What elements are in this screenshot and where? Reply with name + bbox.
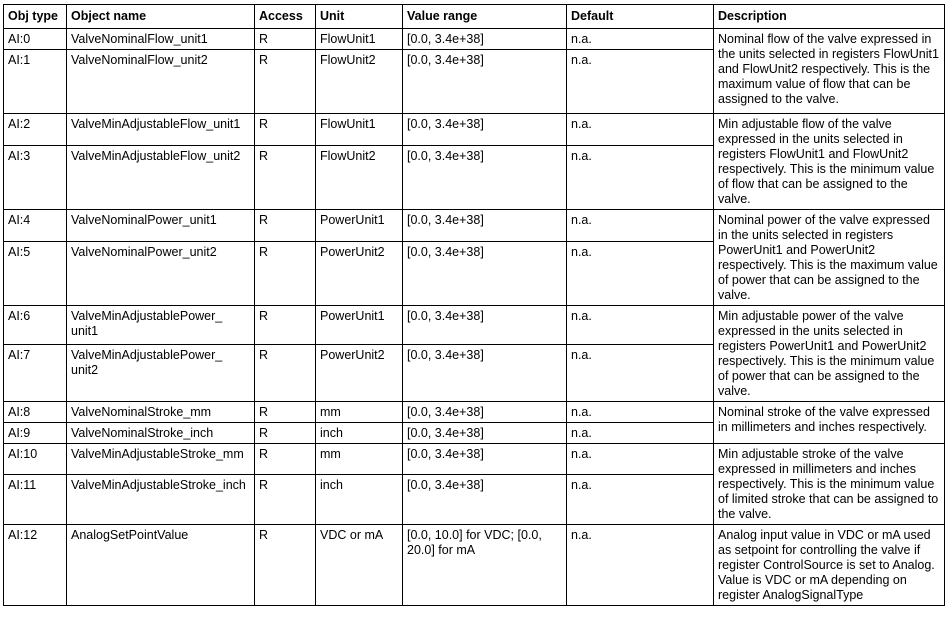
value-range-cell: [0.0, 10.0] for VDC; [0.0, 20.0] for mA xyxy=(403,525,567,606)
value-range-cell: [0.0, 3.4e+38] xyxy=(403,345,567,402)
unit-cell: mm xyxy=(316,402,403,423)
obj-type-cell: AI:6 xyxy=(4,306,67,345)
table-row xyxy=(4,444,945,475)
access-cell: R xyxy=(255,210,316,242)
default-cell: n.a. xyxy=(567,210,714,242)
value-range-cell: [0.0, 3.4e+38] xyxy=(403,402,567,423)
table-row xyxy=(4,210,945,242)
access-cell: R xyxy=(255,423,316,444)
table-row xyxy=(4,402,945,423)
header-description: Description xyxy=(714,5,945,29)
object-name-cell: ValveNominalStroke_inch xyxy=(67,423,255,444)
table-row xyxy=(4,525,945,606)
value-range-cell: [0.0, 3.4e+38] xyxy=(403,29,567,50)
access-cell: R xyxy=(255,306,316,345)
table-header-row xyxy=(4,5,945,29)
object-name-cell: ValveNominalPower_unit1 xyxy=(67,210,255,242)
value-range-cell: [0.0, 3.4e+38] xyxy=(403,306,567,345)
access-cell: R xyxy=(255,114,316,146)
access-cell: R xyxy=(255,146,316,210)
value-range-cell: [0.0, 3.4e+38] xyxy=(403,242,567,306)
header-default: Default xyxy=(567,5,714,29)
access-cell: R xyxy=(255,29,316,50)
obj-type-cell: AI:5 xyxy=(4,242,67,306)
object-name-cell: ValveNominalStroke_mm xyxy=(67,402,255,423)
object-name-cell: AnalogSetPointValue xyxy=(67,525,255,606)
object-name-cell: ValveMinAdjustablePower_ unit2 xyxy=(67,345,255,402)
table-row xyxy=(4,29,945,50)
unit-cell: inch xyxy=(316,423,403,444)
description-cell: Analog input value in VDC or mA used as setpoint for controlling the valve if register ControlSource is set to Analog. Value is VDC or mA depending on register AnalogSignalType xyxy=(714,525,945,606)
description-cell: Min adjustable flow of the valve expressed in the units selected in registers FlowUnit1 and FlowUnit2 respectively. This is the minimum value of flow that can be assigned to the valve. xyxy=(714,114,945,210)
default-cell: n.a. xyxy=(567,345,714,402)
default-cell: n.a. xyxy=(567,114,714,146)
access-cell: R xyxy=(255,242,316,306)
object-name-cell: ValveNominalPower_unit2 xyxy=(67,242,255,306)
unit-cell: mm xyxy=(316,444,403,475)
description-cell: Min adjustable power of the valve expressed in the units selected in registers PowerUnit1 and PowerUnit2 respectively. This is the minimum value of power that can be assigned to the valve. xyxy=(714,306,945,402)
object-name-cell: ValveMinAdjustableStroke_mm xyxy=(67,444,255,475)
unit-cell: PowerUnit2 xyxy=(316,345,403,402)
object-name-cell: ValveNominalFlow_unit1 xyxy=(67,29,255,50)
access-cell: R xyxy=(255,402,316,423)
default-cell: n.a. xyxy=(567,306,714,345)
object-name-cell: ValveMinAdjustableFlow_unit1 xyxy=(67,114,255,146)
unit-cell: PowerUnit1 xyxy=(316,306,403,345)
value-range-cell: [0.0, 3.4e+38] xyxy=(403,444,567,475)
default-cell: n.a. xyxy=(567,242,714,306)
value-range-cell: [0.0, 3.4e+38] xyxy=(403,50,567,114)
default-cell: n.a. xyxy=(567,402,714,423)
unit-cell: FlowUnit2 xyxy=(316,146,403,210)
unit-cell: VDC or mA xyxy=(316,525,403,606)
default-cell: n.a. xyxy=(567,525,714,606)
obj-type-cell: AI:0 xyxy=(4,29,67,50)
header-value-range: Value range xyxy=(403,5,567,29)
description-cell: Nominal flow of the valve expressed in the units selected in registers FlowUnit1 and FlowUnit2 respectively. This is the maximum value of flow that can be assigned to the valve. xyxy=(714,29,945,114)
object-name-cell: ValveMinAdjustableFlow_unit2 xyxy=(67,146,255,210)
default-cell: n.a. xyxy=(567,475,714,525)
unit-cell: PowerUnit1 xyxy=(316,210,403,242)
value-range-cell: [0.0, 3.4e+38] xyxy=(403,475,567,525)
description-cell: Nominal stroke of the valve expressed in millimeters and inches respectively. xyxy=(714,402,945,444)
obj-type-cell: AI:1 xyxy=(4,50,67,114)
description-cell: Nominal power of the valve expressed in the units selected in registers PowerUnit1 and PowerUnit2 respectively. This is the maximum value of power that can be assigned to the valve. xyxy=(714,210,945,306)
access-cell: R xyxy=(255,475,316,525)
access-cell: R xyxy=(255,50,316,114)
obj-type-cell: AI:4 xyxy=(4,210,67,242)
header-access: Access xyxy=(255,5,316,29)
unit-cell: inch xyxy=(316,475,403,525)
default-cell: n.a. xyxy=(567,444,714,475)
header-obj-type: Obj type xyxy=(4,5,67,29)
obj-type-cell: AI:2 xyxy=(4,114,67,146)
description-cell: Min adjustable stroke of the valve expressed in millimeters and inches respectively. This is the minimum value of limited stroke that can be assigned to the valve. xyxy=(714,444,945,525)
value-range-cell: [0.0, 3.4e+38] xyxy=(403,423,567,444)
obj-type-cell: AI:11 xyxy=(4,475,67,525)
header-unit: Unit xyxy=(316,5,403,29)
table-row xyxy=(4,306,945,345)
default-cell: n.a. xyxy=(567,423,714,444)
value-range-cell: [0.0, 3.4e+38] xyxy=(403,114,567,146)
access-cell: R xyxy=(255,525,316,606)
default-cell: n.a. xyxy=(567,50,714,114)
register-table xyxy=(3,4,945,606)
unit-cell: FlowUnit1 xyxy=(316,29,403,50)
default-cell: n.a. xyxy=(567,146,714,210)
value-range-cell: [0.0, 3.4e+38] xyxy=(403,146,567,210)
value-range-cell: [0.0, 3.4e+38] xyxy=(403,210,567,242)
unit-cell: FlowUnit2 xyxy=(316,50,403,114)
default-cell: n.a. xyxy=(567,29,714,50)
object-name-cell: ValveNominalFlow_unit2 xyxy=(67,50,255,114)
obj-type-cell: AI:9 xyxy=(4,423,67,444)
access-cell: R xyxy=(255,444,316,475)
object-name-cell: ValveMinAdjustableStroke_inch xyxy=(67,475,255,525)
obj-type-cell: AI:3 xyxy=(4,146,67,210)
table-row xyxy=(4,114,945,146)
obj-type-cell: AI:7 xyxy=(4,345,67,402)
obj-type-cell: AI:12 xyxy=(4,525,67,606)
object-name-cell: ValveMinAdjustablePower_ unit1 xyxy=(67,306,255,345)
access-cell: R xyxy=(255,345,316,402)
unit-cell: FlowUnit1 xyxy=(316,114,403,146)
unit-cell: PowerUnit2 xyxy=(316,242,403,306)
obj-type-cell: AI:10 xyxy=(4,444,67,475)
obj-type-cell: AI:8 xyxy=(4,402,67,423)
header-object-name: Object name xyxy=(67,5,255,29)
